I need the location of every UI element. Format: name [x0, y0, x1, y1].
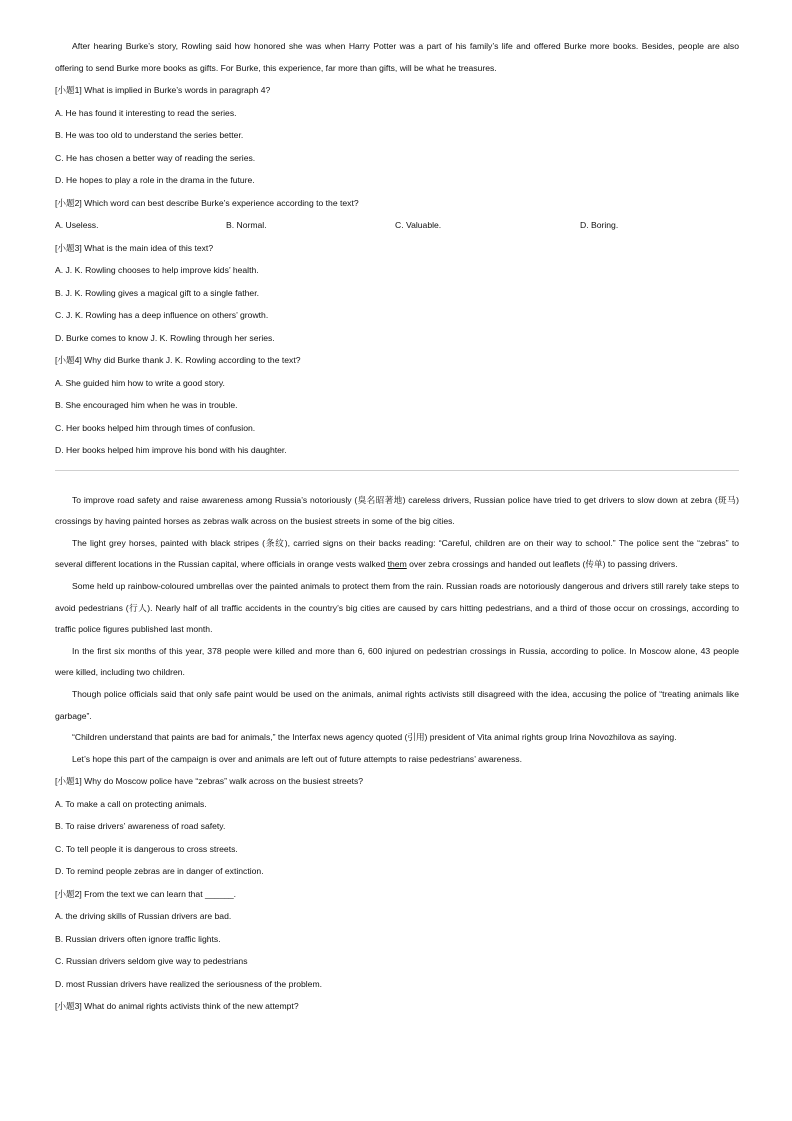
question-stem: [小题2] Which word can best describe Burke’s experience according to the text? — [55, 197, 359, 208]
paragraph-text: The light grey horses, painted with black stripes (条纹), carried signs on their backs reading: “Careful, children are on their way to school.” The police sent the “zebras” to several different locations in the Russian capital, where officials in orange vests walked — [55, 537, 739, 570]
passage1-final-paragraph: After hearing Burke’s story, Rowling said how honored she was when Harry Potter was a part of his family’s life and offered Burke more books. Besides, people are also offering to send Burke more books as gifts. For Burke, this experience, far more than gifts, will be what he treasures. — [55, 41, 739, 73]
question-stem: [小题4] Why did Burke thank J. K. Rowling according to the text? — [55, 355, 301, 366]
option-c: C. Valuable. — [395, 220, 442, 231]
option-b: B. He was too old to understand the series better. — [55, 130, 244, 141]
option-a: A. He has found it interesting to read the series. — [55, 107, 237, 118]
question-stem: [小题1] Why do Moscow police have “zebras” walk across on the busiest streets? — [55, 776, 364, 787]
option-d: D. To remind people zebras are in danger of extinction. — [55, 866, 264, 877]
option-a: A. To make a call on protecting animals. — [55, 798, 207, 809]
question-stem: [小题2] From the text we can learn that ______. — [55, 888, 237, 899]
question-stem: [小题1] What is implied in Burke’s words in paragraph 4? — [55, 85, 271, 96]
option-b: B. Normal. — [226, 220, 267, 231]
option-c: C. Her books helped him through times of confusion. — [55, 422, 256, 433]
passage2-paragraph: To improve road safety and raise awareness among Russia’s notoriously (臭名昭著地) careless drivers, Russian police have tried to get drivers to slow down at zebra (斑马) crossings by having painted horses as zebras walk across on the busiest streets in some of the big cities. — [55, 494, 739, 527]
option-b: B. She encouraged him when he was in trouble. — [55, 400, 238, 411]
option-c: C. J. K. Rowling has a deep influence on others’ growth. — [55, 310, 269, 321]
underlined-word: them — [387, 559, 407, 570]
paragraph-text: over zebra crossings and handed out leaflets (传单) to passing drivers. — [406, 559, 678, 570]
option-d: D. most Russian drivers have realized the seriousness of the problem. — [55, 978, 323, 989]
option-d: D. Boring. — [580, 220, 619, 231]
option-row — [55, 214, 739, 237]
option-a: A. She guided him how to write a good story. — [55, 377, 225, 388]
option-b: B. J. K. Rowling gives a magical gift to a single father. — [55, 287, 259, 298]
question-stem: [小题3] What do animal rights activists think of the new attempt? — [55, 1001, 299, 1012]
passage2-paragraph: Some held up rainbow-coloured umbrellas over the painted animals to protect them from the rain. Russian roads are notoriously dangerous and drivers still rarely take steps to avoid pedestrians (行人). Nearly half of all traffic accidents in the country’s big cities are caused by cars hitting pedestrians, and a third of those occur on crossings, according to traffic police figures published last month. — [55, 581, 739, 635]
option-a: A. Useless. — [55, 220, 99, 231]
option-b: B. To raise drivers’ awareness of road safety. — [55, 821, 226, 832]
passage2-paragraph: Though police officials said that only safe paint would be used on the animals, animal rights activists still disagreed with the idea, accusing the police of “treating animals like garbage”. — [55, 689, 739, 721]
option-b: B. Russian drivers often ignore traffic lights. — [55, 933, 221, 944]
option-d: D. Her books helped him improve his bond with his daughter. — [55, 445, 287, 456]
passage2-paragraph: Let’s hope this part of the campaign is over and animals are left out of future attempts to raise pedestrians’ awareness. — [72, 753, 522, 764]
passage2-paragraph: In the first six months of this year, 378 people were killed and more than 6, 600 injured on pedestrian crossings in Russia, according to police. In Moscow alone, 43 people were killed, including two children. — [55, 645, 739, 678]
passage2-paragraph — [55, 533, 739, 576]
question-stem: [小题3] What is the main idea of this text? — [55, 242, 214, 253]
option-d: D. He hopes to play a role in the drama in the future. — [55, 175, 255, 186]
option-c: C. Russian drivers seldom give way to pedestrians — [55, 956, 248, 967]
option-c: C. He has chosen a better way of reading the series. — [55, 152, 256, 163]
option-d: D. Burke comes to know J. K. Rowling through her series. — [55, 332, 275, 343]
document-page — [55, 36, 739, 1018]
option-a: A. the driving skills of Russian drivers are bad. — [55, 911, 232, 922]
section-divider — [55, 470, 739, 471]
option-a: A. J. K. Rowling chooses to help improve kids’ health. — [55, 265, 259, 276]
passage2-paragraph: “Children understand that paints are bad for animals,” the Interfax news agency quoted (引用) president of Vita animal rights group Irina Novozhilova as saying. — [72, 732, 677, 743]
option-c: C. To tell people it is dangerous to cross streets. — [55, 843, 238, 854]
